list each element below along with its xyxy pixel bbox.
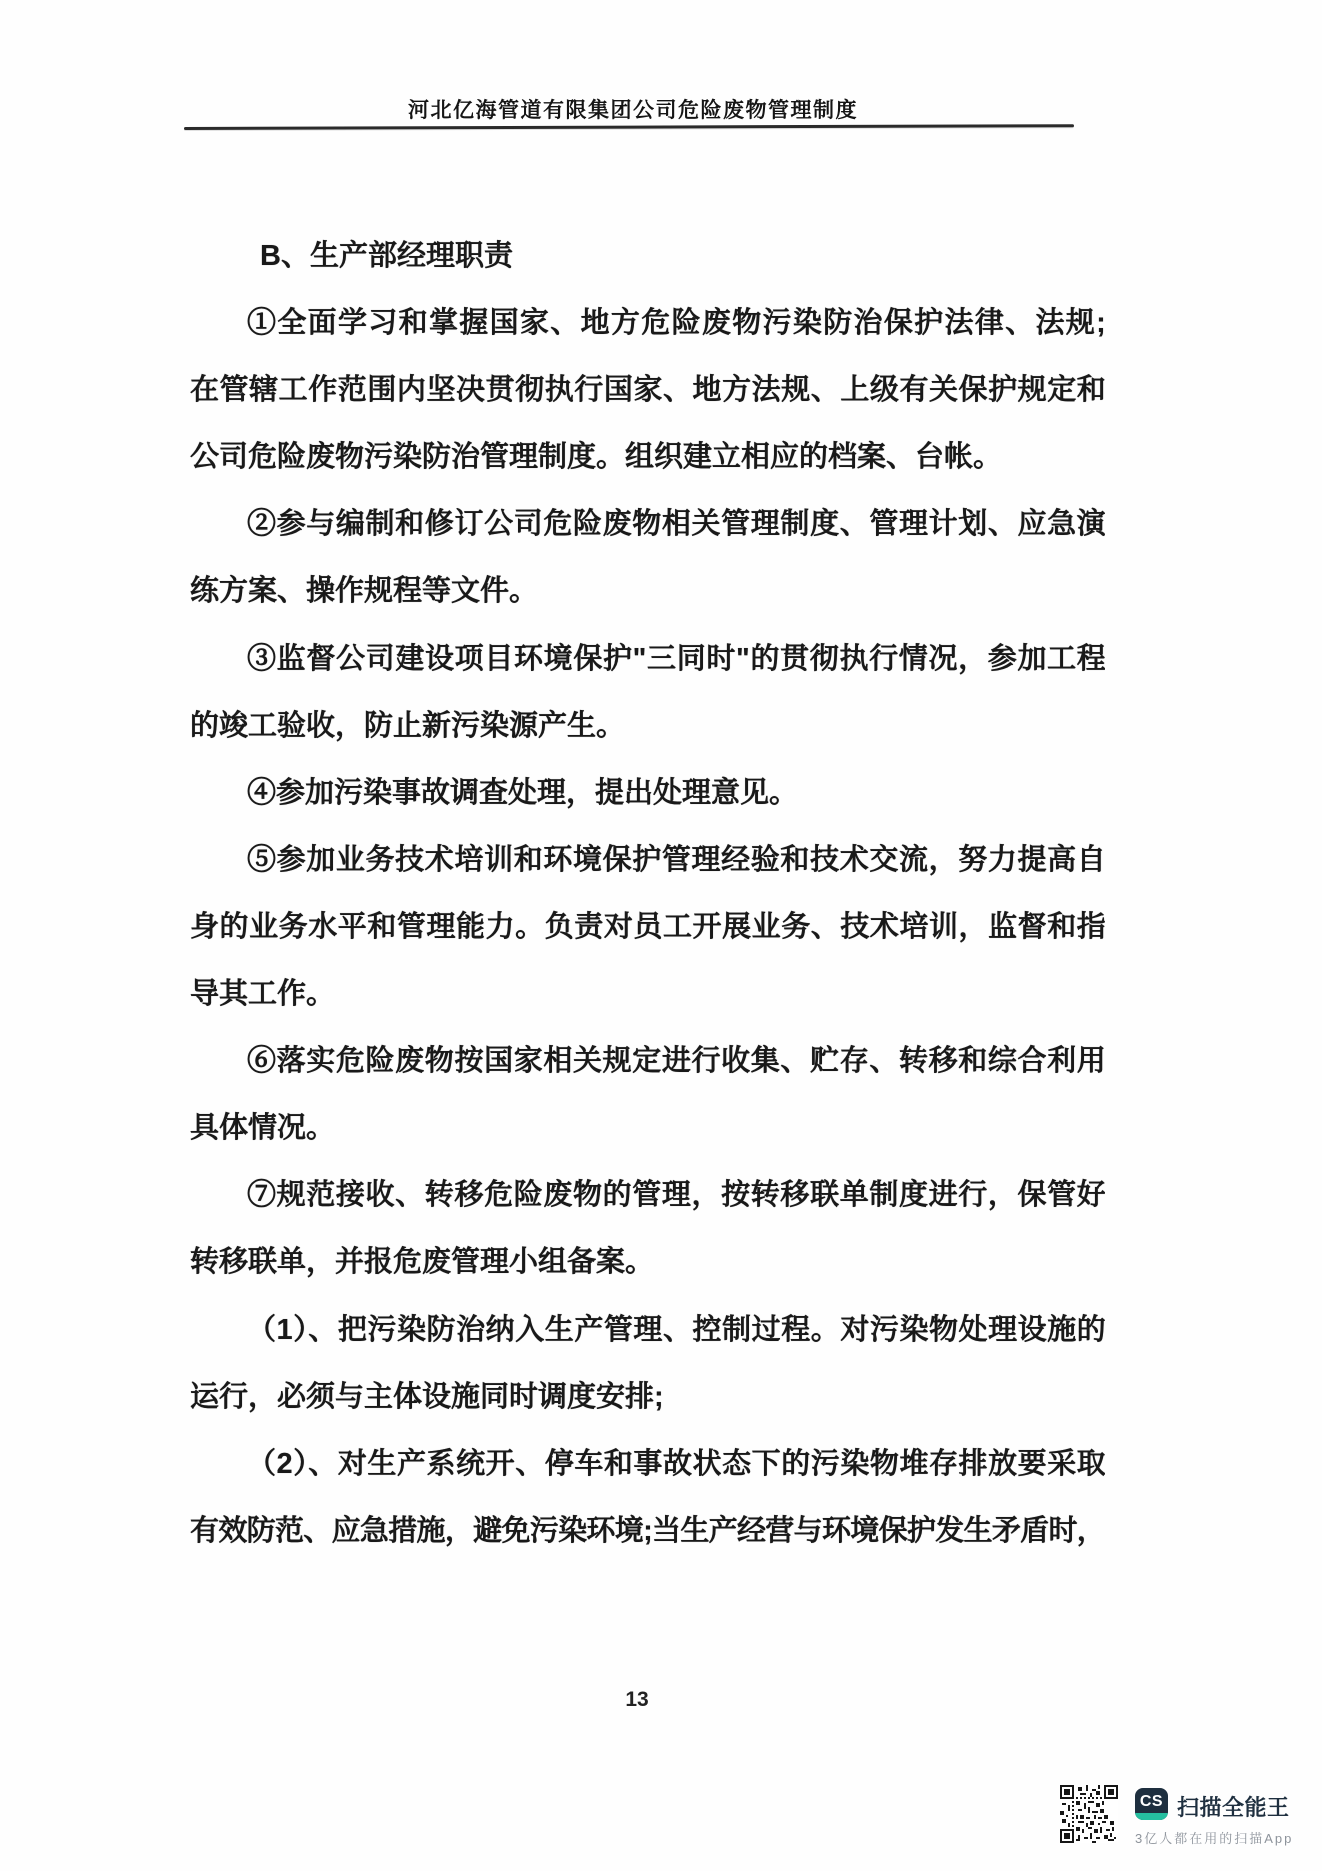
page-number: 13: [625, 1688, 649, 1711]
text-line: ⑥落实危险废物按国家相关规定进行收集、贮存、转移和综合利用: [247, 1045, 1105, 1078]
text-line: 练方案、操作规程等文件。: [190, 575, 539, 608]
text-line: （2）、对生产系统开、停车和事故状态下的污染物堆存排放要采取: [247, 1447, 1105, 1480]
text-line: ③监督公司建设项目环境保护"三同时"的贯彻执行情况，参加工程: [247, 642, 1105, 675]
camscanner-app-name: 扫描全能王: [1177, 1795, 1290, 1820]
camscanner-logo-accent-bar: [1135, 1813, 1168, 1820]
camscanner-logo-text: CS: [1139, 1792, 1164, 1810]
text-line: ②参与编制和修订公司危险废物相关管理制度、管理计划、应急演: [247, 508, 1105, 541]
qr-code: [1060, 1783, 1118, 1845]
text-line: 公司危险废物污染防治管理制度。组织建立相应的档案、台帐。: [190, 441, 1003, 474]
camscanner-logo-icon: [1135, 1788, 1168, 1820]
text-line: 具体情况。: [190, 1112, 336, 1145]
text-line: ⑦规范接收、转移危险废物的管理，按转移联单制度进行，保管好: [247, 1179, 1105, 1212]
text-line: ④参加污染事故调查处理，提出处理意见。: [247, 776, 799, 809]
text-line: 有效防范、应急措施，避免污染环境;当生产经营与环境保护发生矛盾时，: [190, 1514, 1105, 1547]
text-line: 在管辖工作范围内坚决贯彻执行国家、地方法规、上级有关保护规定和: [190, 374, 1105, 407]
text-line: ⑤参加业务技术培训和环境保护管理经验和技术交流，努力提高自: [247, 843, 1105, 876]
text-line: 身的业务水平和管理能力。负责对员工开展业务、技术培训，监督和指: [190, 910, 1105, 943]
header-divider-line: [184, 124, 1074, 130]
text-line: 导其工作。: [190, 978, 336, 1011]
text-line: 的竣工验收，防止新污染源产生。: [190, 709, 626, 742]
text-line: 转移联单，并报危废管理小组备案。: [190, 1246, 655, 1279]
text-line: ①全面学习和掌握国家、地方危险废物污染防治保护法律、法规;: [247, 307, 1105, 340]
document-body: [190, 223, 1105, 1565]
camscanner-tagline: 3亿人都在用的扫描App: [1135, 1831, 1294, 1846]
text-line: 运行，必须与主体设施同时调度安排;: [190, 1380, 664, 1413]
text-line: （1）、把污染防治纳入生产管理、控制过程。对污染物处理设施的: [247, 1313, 1105, 1346]
document-header-title: 河北亿海管道有限集团公司危险废物管理制度: [408, 99, 858, 122]
text-line: B、生产部经理职责: [260, 240, 513, 272]
